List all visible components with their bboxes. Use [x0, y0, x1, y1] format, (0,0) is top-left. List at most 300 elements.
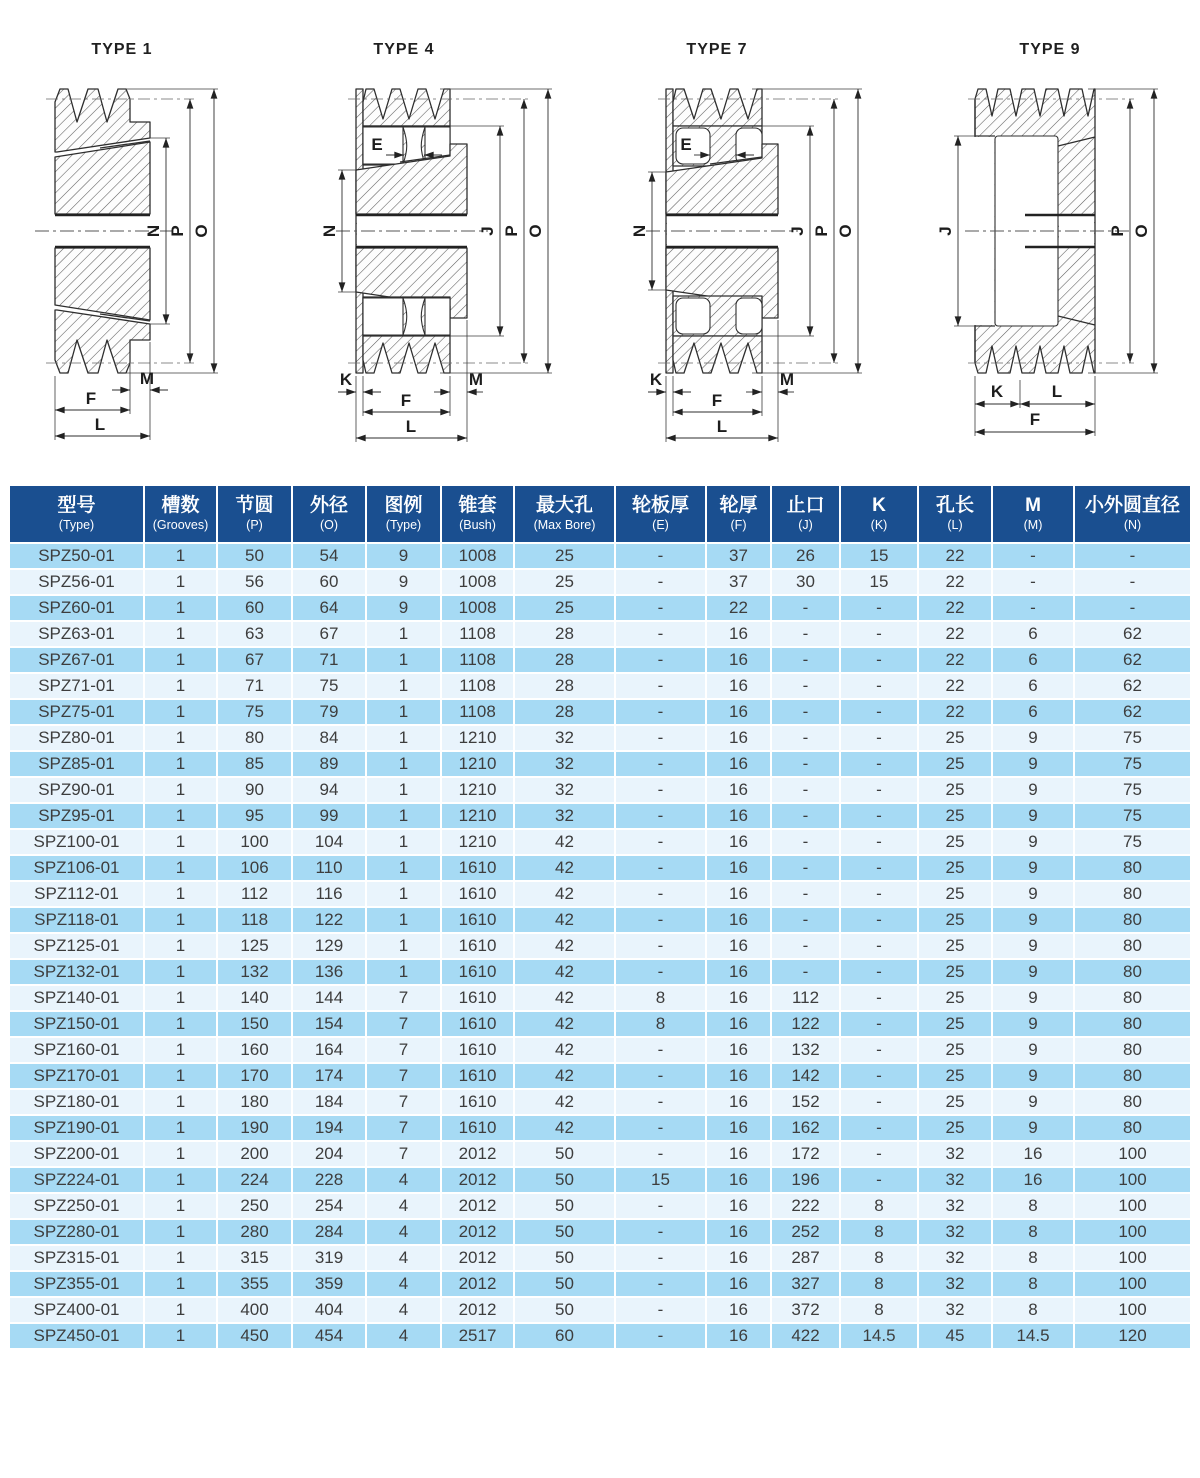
table-cell: 16	[706, 829, 771, 855]
table-cell: 9	[992, 1115, 1074, 1141]
table-cell: 1610	[441, 1037, 514, 1063]
table-cell: 1	[366, 673, 441, 699]
table-cell: -	[771, 699, 840, 725]
table-cell: 50	[514, 1297, 615, 1323]
table-cell: 32	[918, 1219, 992, 1245]
table-cell: 1108	[441, 673, 514, 699]
table-cell: 184	[292, 1089, 366, 1115]
table-cell: 80	[1074, 855, 1191, 881]
col-header-l: 孔长 (L)	[918, 485, 992, 543]
dim-label-M: M	[779, 370, 795, 389]
table-cell: 1	[366, 881, 441, 907]
table-row	[9, 1219, 1191, 1245]
table-cell: 224	[217, 1167, 292, 1193]
table-cell: SPZ75-01	[9, 699, 144, 725]
dim-label-P: P	[812, 225, 831, 237]
table-cell: 172	[771, 1141, 840, 1167]
table-cell: -	[615, 1297, 706, 1323]
table-cell: 42	[514, 829, 615, 855]
table-cell: -	[840, 1037, 918, 1063]
table-cell: 4	[366, 1271, 441, 1297]
table-cell: -	[771, 907, 840, 933]
table-cell: 100	[1074, 1141, 1191, 1167]
table-cell: -	[615, 725, 706, 751]
table-cell: 1	[144, 621, 217, 647]
table-cell: 25	[918, 829, 992, 855]
table-cell: 8	[992, 1245, 1074, 1271]
table-cell: 1	[144, 933, 217, 959]
table-cell: 16	[706, 881, 771, 907]
table-cell: 1	[144, 1037, 217, 1063]
table-cell: 54	[292, 543, 366, 569]
table-cell: 6	[992, 673, 1074, 699]
table-cell: 1	[144, 855, 217, 881]
table-cell: 100	[1074, 1167, 1191, 1193]
table-cell: 9	[366, 569, 441, 595]
table-cell: 2012	[441, 1271, 514, 1297]
dim-label-M: M	[468, 370, 484, 389]
table-cell: 62	[1074, 699, 1191, 725]
table-cell: 450	[217, 1323, 292, 1349]
table-cell: -	[615, 777, 706, 803]
table-cell: 25	[918, 985, 992, 1011]
table-cell: 75	[1074, 803, 1191, 829]
table-cell: SPZ63-01	[9, 621, 144, 647]
dim-label-E: E	[371, 135, 383, 154]
dim-label-F: F	[400, 391, 412, 410]
table-cell: 6	[992, 647, 1074, 673]
dim-label-K: K	[339, 370, 353, 389]
table-cell: -	[840, 777, 918, 803]
table-cell: 4	[366, 1297, 441, 1323]
table-cell: 67	[292, 621, 366, 647]
table-cell: 42	[514, 1037, 615, 1063]
table-cell: 80	[1074, 1115, 1191, 1141]
table-cell: 2012	[441, 1219, 514, 1245]
table-cell: 2012	[441, 1297, 514, 1323]
table-cell: 1008	[441, 595, 514, 621]
table-cell: 16	[706, 1245, 771, 1271]
table-cell: 9	[992, 855, 1074, 881]
table-row	[9, 1063, 1191, 1089]
table-cell: 1	[144, 803, 217, 829]
table-cell: 1610	[441, 855, 514, 881]
table-cell: -	[771, 855, 840, 881]
table-cell: -	[615, 543, 706, 569]
table-cell: SPZ400-01	[9, 1297, 144, 1323]
table-row	[9, 1037, 1191, 1063]
table-cell: -	[615, 673, 706, 699]
table-cell: 400	[217, 1297, 292, 1323]
table-cell: -	[771, 959, 840, 985]
type-9-title: TYPE 9	[1019, 41, 1081, 58]
table-cell: 106	[217, 855, 292, 881]
table-cell: 28	[514, 699, 615, 725]
table-row	[9, 1167, 1191, 1193]
table-cell: 327	[771, 1271, 840, 1297]
table-cell: 80	[1074, 933, 1191, 959]
table-cell: SPZ90-01	[9, 777, 144, 803]
table-cell: SPZ50-01	[9, 543, 144, 569]
table-cell: 164	[292, 1037, 366, 1063]
table-cell: -	[840, 751, 918, 777]
table-cell: 75	[1074, 829, 1191, 855]
table-cell: 1610	[441, 1089, 514, 1115]
table-cell: 25	[918, 803, 992, 829]
table-cell: 1	[144, 907, 217, 933]
table-cell: 8	[992, 1193, 1074, 1219]
col-header-pitch: 节圆 (P)	[217, 485, 292, 543]
table-cell: 16	[706, 1297, 771, 1323]
table-cell: 1	[144, 1219, 217, 1245]
table-cell: 9	[992, 933, 1074, 959]
type-4-diagram	[300, 4, 610, 482]
table-cell: 125	[217, 933, 292, 959]
table-cell: 1	[144, 1141, 217, 1167]
table-cell: 16	[706, 647, 771, 673]
table-row	[9, 1193, 1191, 1219]
table-cell: 16	[992, 1141, 1074, 1167]
table-cell: 7	[366, 1089, 441, 1115]
table-cell: 16	[706, 725, 771, 751]
table-cell: SPZ450-01	[9, 1323, 144, 1349]
table-cell: 170	[217, 1063, 292, 1089]
type-1-diagram	[0, 4, 300, 482]
table-cell: 1108	[441, 699, 514, 725]
dim-label-P: P	[502, 225, 521, 237]
table-cell: -	[615, 933, 706, 959]
table-cell: 1	[144, 751, 217, 777]
type-4-body	[336, 89, 528, 373]
table-cell: 1	[366, 803, 441, 829]
type-7-body	[646, 89, 838, 373]
table-cell: 25	[918, 959, 992, 985]
table-cell: 2012	[441, 1193, 514, 1219]
table-cell: -	[615, 751, 706, 777]
table-cell: -	[615, 647, 706, 673]
table-cell: 95	[217, 803, 292, 829]
table-cell: 1210	[441, 803, 514, 829]
drawing-type-1	[0, 4, 300, 478]
table-cell: 1	[144, 829, 217, 855]
table-cell: 1	[144, 725, 217, 751]
col-header-k: K (K)	[840, 485, 918, 543]
table-cell: 1	[366, 855, 441, 881]
table-cell: 28	[514, 621, 615, 647]
table-row	[9, 855, 1191, 881]
table-cell: 16	[706, 1011, 771, 1037]
table-cell: 85	[217, 751, 292, 777]
dim-label-M: M	[139, 369, 155, 388]
table-cell: 1	[144, 1011, 217, 1037]
table-cell: 160	[217, 1037, 292, 1063]
table-cell: 25	[918, 933, 992, 959]
table-cell: -	[771, 881, 840, 907]
table-cell: 144	[292, 985, 366, 1011]
table-row	[9, 881, 1191, 907]
table-cell: 1	[366, 907, 441, 933]
table-cell: 6	[992, 699, 1074, 725]
table-cell: 75	[1074, 751, 1191, 777]
table-cell: SPZ100-01	[9, 829, 144, 855]
table-cell: 1	[144, 673, 217, 699]
table-cell: 25	[514, 569, 615, 595]
table-cell: 1	[366, 647, 441, 673]
table-row	[9, 959, 1191, 985]
table-cell: 16	[706, 1037, 771, 1063]
table-cell: -	[992, 543, 1074, 569]
table-cell: 1	[366, 933, 441, 959]
spz-pulley-spec-table	[8, 484, 1192, 1350]
table-cell: 1610	[441, 1011, 514, 1037]
table-cell: 22	[706, 595, 771, 621]
table-cell: -	[840, 985, 918, 1011]
table-cell: 8	[992, 1297, 1074, 1323]
table-cell: 16	[706, 803, 771, 829]
table-cell: SPZ132-01	[9, 959, 144, 985]
table-cell: 222	[771, 1193, 840, 1219]
table-cell: -	[992, 595, 1074, 621]
table-cell: -	[840, 1063, 918, 1089]
table-cell: SPZ250-01	[9, 1193, 144, 1219]
table-cell: 42	[514, 1063, 615, 1089]
table-cell: 9	[992, 959, 1074, 985]
table-cell: 42	[514, 959, 615, 985]
table-cell: 22	[918, 647, 992, 673]
table-cell: 16	[706, 1271, 771, 1297]
table-cell: 25	[918, 725, 992, 751]
table-cell: -	[771, 803, 840, 829]
dim-label-N: N	[630, 224, 649, 238]
table-cell: -	[615, 1141, 706, 1167]
table-cell: 7	[366, 1037, 441, 1063]
col-header-e: 轮板厚 (E)	[615, 485, 706, 543]
table-cell: -	[992, 569, 1074, 595]
table-cell: 287	[771, 1245, 840, 1271]
table-cell: 42	[514, 855, 615, 881]
table-cell: SPZ67-01	[9, 647, 144, 673]
table-cell: 152	[771, 1089, 840, 1115]
table-cell: 16	[706, 933, 771, 959]
table-cell: SPZ280-01	[9, 1219, 144, 1245]
table-cell: 7	[366, 1063, 441, 1089]
table-cell: 8	[615, 985, 706, 1011]
dim-label-N: N	[144, 224, 163, 238]
table-cell: 7	[366, 1115, 441, 1141]
table-cell: 16	[706, 673, 771, 699]
table-cell: 9	[992, 907, 1074, 933]
table-cell: 25	[918, 1011, 992, 1037]
table-cell: 122	[771, 1011, 840, 1037]
table-cell: 63	[217, 621, 292, 647]
table-cell: 1108	[441, 621, 514, 647]
table-cell: 16	[706, 1089, 771, 1115]
table-cell: 80	[1074, 1011, 1191, 1037]
table-cell: 1	[144, 1245, 217, 1271]
table-cell: 100	[1074, 1297, 1191, 1323]
table-cell: 80	[1074, 1063, 1191, 1089]
table-cell: SPZ71-01	[9, 673, 144, 699]
table-cell: 80	[217, 725, 292, 751]
table-cell: 1610	[441, 959, 514, 985]
table-cell: 14.5	[992, 1323, 1074, 1349]
table-cell: 15	[615, 1167, 706, 1193]
table-cell: 37	[706, 543, 771, 569]
table-cell: -	[840, 1089, 918, 1115]
table-cell: 16	[706, 777, 771, 803]
table-cell: -	[771, 829, 840, 855]
dim-label-K: K	[990, 382, 1004, 401]
table-cell: SPZ170-01	[9, 1063, 144, 1089]
col-header-bush: 锥套 (Bush)	[441, 485, 514, 543]
table-cell: 75	[1074, 725, 1191, 751]
table-cell: 254	[292, 1193, 366, 1219]
table-cell: 116	[292, 881, 366, 907]
table-cell: 154	[292, 1011, 366, 1037]
drawing-type-4	[300, 4, 610, 478]
table-cell: 132	[217, 959, 292, 985]
table-cell: 252	[771, 1219, 840, 1245]
table-cell: -	[771, 777, 840, 803]
table-row	[9, 569, 1191, 595]
table-cell: 7	[366, 1011, 441, 1037]
table-cell: SPZ125-01	[9, 933, 144, 959]
table-cell: 16	[706, 907, 771, 933]
table-cell: 1	[144, 1323, 217, 1349]
table-cell: 122	[292, 907, 366, 933]
table-cell: -	[840, 699, 918, 725]
table-cell: 8	[840, 1271, 918, 1297]
table-cell: 22	[918, 569, 992, 595]
table-cell: 16	[706, 1323, 771, 1349]
table-cell: -	[840, 595, 918, 621]
table-cell: 80	[1074, 959, 1191, 985]
table-cell: 71	[292, 647, 366, 673]
table-cell: 25	[918, 907, 992, 933]
table-cell: 1	[144, 1089, 217, 1115]
table-cell: 62	[1074, 621, 1191, 647]
table-cell: 42	[514, 1115, 615, 1141]
table-cell: 1	[144, 1167, 217, 1193]
table-cell: SPZ95-01	[9, 803, 144, 829]
table-cell: 280	[217, 1219, 292, 1245]
header-row	[9, 485, 1191, 543]
table-cell: 4	[366, 1323, 441, 1349]
table-cell: 32	[918, 1193, 992, 1219]
table-cell: 118	[217, 907, 292, 933]
table-cell: 204	[292, 1141, 366, 1167]
table-cell: 15	[840, 543, 918, 569]
table-row	[9, 673, 1191, 699]
table-cell: 1610	[441, 933, 514, 959]
table-cell: 64	[292, 595, 366, 621]
table-cell: -	[615, 1115, 706, 1141]
col-header-m: M (M)	[992, 485, 1074, 543]
type-7-diagram	[610, 4, 920, 482]
table-cell: 32	[918, 1297, 992, 1323]
table-cell: 28	[514, 647, 615, 673]
table-row	[9, 907, 1191, 933]
dim-label-E: E	[680, 135, 692, 154]
table-cell: 9	[992, 1037, 1074, 1063]
table-cell: 1210	[441, 777, 514, 803]
table-cell: 1	[144, 647, 217, 673]
table-cell: 8	[840, 1219, 918, 1245]
table-cell: SPZ56-01	[9, 569, 144, 595]
table-cell: 4	[366, 1167, 441, 1193]
table-row	[9, 1323, 1191, 1349]
table-cell: 22	[918, 543, 992, 569]
table-row	[9, 699, 1191, 725]
table-cell: 1	[144, 1115, 217, 1141]
dim-label-O: O	[526, 224, 545, 238]
table-cell: 42	[514, 985, 615, 1011]
table-cell: 16	[706, 1219, 771, 1245]
col-header-grooves: 槽数 (Grooves)	[144, 485, 217, 543]
dim-label-K: K	[649, 370, 663, 389]
table-cell: 22	[918, 595, 992, 621]
table-cell: 100	[1074, 1193, 1191, 1219]
col-header-type: 型号 (Type)	[9, 485, 144, 543]
dim-label-J: J	[936, 226, 955, 236]
table-cell: 8	[615, 1011, 706, 1037]
table-cell: 1	[144, 959, 217, 985]
table-cell: SPZ180-01	[9, 1089, 144, 1115]
table-cell: -	[840, 673, 918, 699]
table-row	[9, 751, 1191, 777]
table-cell: 32	[918, 1141, 992, 1167]
table-cell: 32	[514, 751, 615, 777]
table-cell: 22	[918, 673, 992, 699]
table-cell: SPZ112-01	[9, 881, 144, 907]
table-cell: -	[615, 621, 706, 647]
table-cell: 25	[514, 595, 615, 621]
table-row	[9, 803, 1191, 829]
col-header-outer-dia: 外径 (O)	[292, 485, 366, 543]
table-row	[9, 985, 1191, 1011]
table-cell: 1108	[441, 647, 514, 673]
table-cell: 75	[292, 673, 366, 699]
table-cell: 1210	[441, 751, 514, 777]
table-cell: 42	[514, 933, 615, 959]
table-cell: 80	[1074, 1089, 1191, 1115]
table-cell: SPZ150-01	[9, 1011, 144, 1037]
table-cell: 284	[292, 1219, 366, 1245]
dim-label-J: J	[478, 226, 497, 236]
table-cell: 1	[144, 543, 217, 569]
table-cell: 1	[144, 1297, 217, 1323]
table-cell: 32	[514, 725, 615, 751]
table-cell: -	[615, 595, 706, 621]
table-cell: 1210	[441, 829, 514, 855]
table-cell: 84	[292, 725, 366, 751]
table-cell: SPZ315-01	[9, 1245, 144, 1271]
table-cell: 42	[514, 1011, 615, 1037]
table-cell: -	[840, 621, 918, 647]
table-cell: 8	[840, 1297, 918, 1323]
table-cell: 9	[992, 751, 1074, 777]
table-cell: -	[840, 1167, 918, 1193]
table-cell: 22	[918, 699, 992, 725]
table-cell: 50	[514, 1271, 615, 1297]
table-cell: SPZ118-01	[9, 907, 144, 933]
table-cell: -	[771, 647, 840, 673]
table-cell: 42	[514, 881, 615, 907]
table-cell: 1610	[441, 907, 514, 933]
table-cell: -	[615, 855, 706, 881]
table-cell: 194	[292, 1115, 366, 1141]
table-cell: 25	[918, 1063, 992, 1089]
